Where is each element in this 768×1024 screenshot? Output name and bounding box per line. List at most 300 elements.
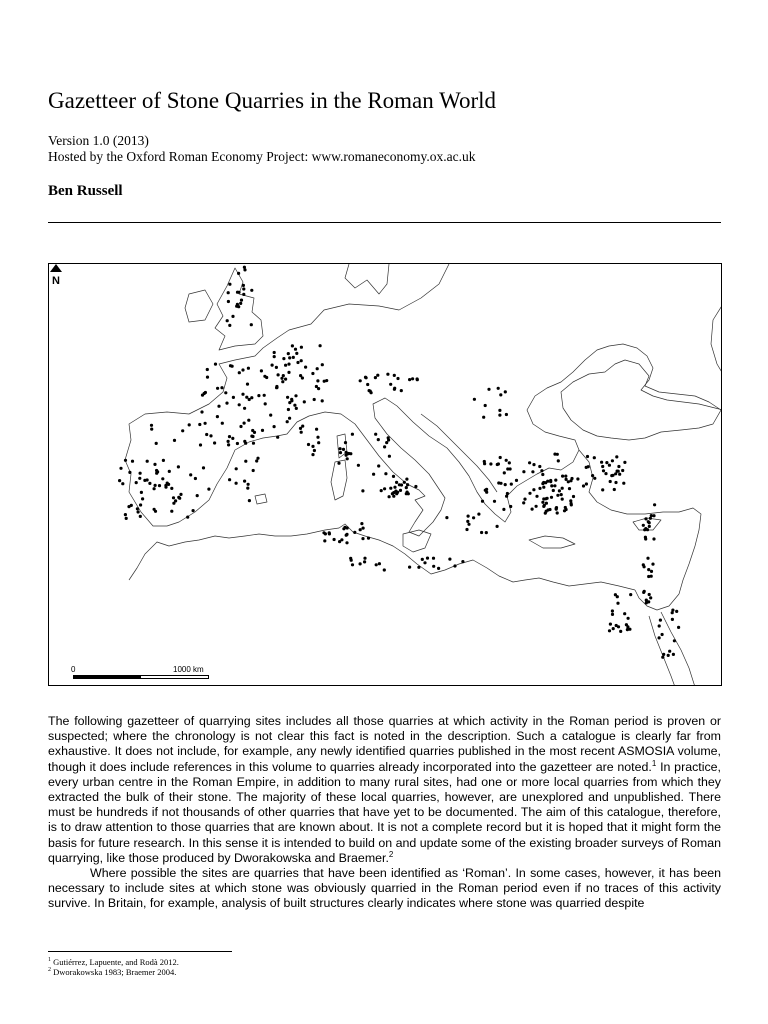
quarry-site-dot [303, 400, 306, 403]
paragraph-2: Where possible the sites are quarries that have been identified as ‘Roman’. In some cases, however, it has been necessary to include sites at which stone was obviously quarried in the Roman period even if no traces of this activity survive. In Britain, for example, analysis of built structures clearly indicates where stone was quarried despite [48, 866, 721, 911]
quarry-site-dot [552, 489, 555, 492]
quarry-site-dot [284, 364, 287, 367]
britain-coast [215, 268, 263, 350]
quarry-site-dot [659, 619, 662, 622]
quarry-site-dot [361, 537, 364, 540]
quarry-site-dot [650, 570, 653, 573]
quarry-site-dot [614, 481, 617, 484]
quarry-site-dot [554, 479, 557, 482]
quarry-site-dot [564, 475, 567, 478]
quarry-site-dot [541, 473, 544, 476]
quarry-site-dot [649, 596, 652, 599]
quarry-site-dot [448, 558, 451, 561]
quarry-site-dot [568, 487, 571, 490]
quarry-site-dot [392, 495, 395, 498]
quarry-site-dot [276, 436, 279, 439]
quarry-site-dot [269, 414, 272, 417]
north-arrow-icon [49, 264, 63, 286]
quarry-site-dot [139, 515, 142, 518]
quarry-site-dot [481, 500, 484, 503]
quarry-site-dot [535, 505, 538, 508]
quarry-site-dot [300, 359, 303, 362]
quarry-site-dot [231, 437, 234, 440]
quarry-site-dot [333, 538, 336, 541]
quarry-site-dot [287, 352, 290, 355]
quarry-site-dot [299, 374, 302, 377]
quarry-site-dot [528, 492, 531, 495]
quarry-site-dot [213, 441, 216, 444]
quarry-site-dot [177, 465, 180, 468]
quarry-site-dot [321, 363, 324, 366]
quarry-site-dot [405, 478, 408, 481]
quarry-site-dot [644, 536, 647, 539]
quarry-site-dot [616, 602, 619, 605]
quarry-site-dot [214, 363, 217, 366]
quarry-site-dot [295, 407, 298, 410]
quarry-site-dot [237, 272, 240, 275]
quarry-site-dot [252, 469, 255, 472]
quarry-site-dot [561, 498, 564, 501]
quarry-site-dot [658, 636, 661, 639]
quarry-site-dot [667, 654, 670, 657]
footnotes [48, 957, 179, 977]
quarry-site-dot [421, 558, 424, 561]
quarry-site-dot [677, 626, 680, 629]
quarry-site-dot [643, 590, 646, 593]
quarry-site-dot [522, 501, 525, 504]
levant-sinai-coast [635, 590, 679, 610]
quarry-site-dot [532, 463, 535, 466]
footnote-1: $^1$ Gutiérrez, Lapuente, and Rodà 2012. [48, 957, 179, 967]
quarry-site-dot [231, 315, 234, 318]
quarry-site-dot [202, 466, 205, 469]
quarry-site-dot [246, 487, 249, 490]
quarry-site-dot [395, 481, 398, 484]
quarry-site-dot [374, 376, 377, 379]
quarry-site-dot [426, 557, 429, 560]
quarry-site-dot [313, 449, 316, 452]
quarry-site-dot [648, 521, 651, 524]
quarry-site-dot [189, 473, 192, 476]
quarry-site-dot [363, 560, 366, 563]
quarry-site-dot [238, 403, 241, 406]
quarry-site-dot [542, 486, 545, 489]
quarry-site-dot [137, 510, 140, 513]
sardinia-coast [331, 460, 347, 500]
quarry-site-dot [121, 482, 124, 485]
quarry-site-dot [295, 352, 298, 355]
quarry-site-dot [671, 609, 674, 612]
quarry-site-dot [482, 416, 485, 419]
quarry-site-dot [293, 404, 296, 407]
quarry-site-dot [345, 534, 348, 537]
quarry-site-dot [286, 420, 289, 423]
quarry-site-dot [224, 391, 227, 394]
quarry-site-dot [408, 378, 411, 381]
quarry-site-dot [591, 474, 594, 477]
quarry-site-dot [610, 474, 613, 477]
footnote-2: $^2$ Dworakowska 1983; Braemer 2004. [48, 967, 177, 977]
quarry-site-dot [550, 484, 553, 487]
quarry-map [48, 263, 722, 686]
quarry-site-dot [239, 302, 242, 305]
quarry-site-dot [227, 300, 230, 303]
quarry-site-dot [504, 390, 507, 393]
quarry-site-dot [652, 537, 655, 540]
quarry-site-dot [432, 557, 435, 560]
quarry-site-dot [582, 484, 585, 487]
quarry-site-dot [323, 539, 326, 542]
quarry-site-dot [653, 503, 656, 506]
quarry-site-dot [263, 394, 266, 397]
page-title: Gazetteer of Stone Quarries in the Roman World [48, 88, 497, 113]
quarry-site-dot [662, 653, 665, 656]
quarry-site-dot [245, 396, 248, 399]
quarry-site-dot [228, 435, 231, 438]
footnote-ref-2: 2 [388, 849, 394, 859]
quarry-site-dot [437, 567, 440, 570]
quarry-site-dot [244, 442, 247, 445]
quarry-site-dot [173, 439, 176, 442]
header-divider [48, 222, 721, 223]
quarry-site-dot [227, 291, 230, 294]
quarry-site-dot [648, 525, 651, 528]
quarry-site-dot [604, 472, 607, 475]
quarry-site-dot [143, 479, 146, 482]
quarry-site-dot [608, 629, 611, 632]
quarry-site-dot [236, 291, 239, 294]
scandinavia-coast [345, 264, 389, 294]
quarry-site-dot [351, 433, 354, 436]
quarry-site-dot [565, 478, 568, 481]
quarry-site-dot [553, 484, 556, 487]
quarry-site-dot [124, 459, 127, 462]
quarry-site-dot [228, 324, 231, 327]
quarry-site-dot [648, 593, 651, 596]
quarry-site-dot [248, 499, 251, 502]
quarry-site-dot [393, 374, 396, 377]
red-sea-coast [661, 612, 695, 686]
quarry-site-dot [548, 508, 551, 511]
quarry-site-dot [661, 656, 664, 659]
quarry-site-dot [505, 413, 508, 416]
quarry-site-dot [264, 402, 267, 405]
quarry-site-dot [196, 494, 199, 497]
quarry-site-dot [485, 531, 488, 534]
quarry-site-dot [236, 442, 239, 445]
quarry-site-dot [389, 383, 392, 386]
quarry-site-dot [499, 393, 502, 396]
quarry-site-dot [248, 398, 251, 401]
paragraph-1-part-a: The following gazetteer of quarrying sites includes all those quarries at which activity in the Roman period is proven or suspected; where the chronology is not clear this fact is noted in the description. Such a catalogue is clearly far from exhaustive. It does not include, for example, any newly identified quarries published in the most recent ASMOSIA volume, though it does include references in this volume to quarries already incorporated into the gazetteer are noted. [48, 714, 721, 774]
quarry-site-dot [342, 527, 345, 530]
quarry-site-dot [672, 653, 675, 656]
quarry-site-dot [242, 284, 245, 287]
quarry-site-dot [374, 433, 377, 436]
quarry-site-dot [621, 469, 624, 472]
quarry-site-dot [172, 496, 175, 499]
quarry-site-dot [161, 477, 164, 480]
quarry-site-dot [325, 379, 328, 382]
quarry-site-dot [416, 377, 419, 380]
quarry-site-dot [154, 510, 157, 513]
quarry-site-dot [345, 541, 348, 544]
quarry-site-dot [643, 528, 646, 531]
quarry-site-dot [150, 428, 153, 431]
quarry-site-dot [556, 494, 559, 497]
quarry-site-dot [138, 477, 141, 480]
quarry-site-dot [243, 422, 246, 425]
quarry-site-dot [650, 514, 653, 517]
quarry-site-dot [622, 482, 625, 485]
quarry-site-dot [576, 477, 579, 480]
quarry-site-dot [367, 537, 370, 540]
quarry-site-dot [153, 487, 156, 490]
quarry-site-dot [177, 496, 180, 499]
quarry-site-dot [498, 414, 501, 417]
quarry-site-dot [383, 568, 386, 571]
quarry-site-dot [156, 470, 159, 473]
quarry-site-dot [337, 462, 340, 465]
quarry-site-dot [372, 473, 375, 476]
quarry-site-dot [170, 510, 173, 513]
quarry-site-dot [247, 419, 250, 422]
quarry-site-dot [311, 453, 314, 456]
quarry-site-dot [473, 398, 476, 401]
quarry-site-dot [570, 477, 573, 480]
quarry-site-dot [207, 488, 210, 491]
quarry-site-dot [204, 422, 207, 425]
balearic-coast [255, 494, 267, 504]
quarry-site-dot [585, 466, 588, 469]
quarry-site-dot [623, 612, 626, 615]
quarry-site-dot [392, 475, 395, 478]
quarry-site-dot [567, 480, 570, 483]
quarry-site-dot [136, 507, 139, 510]
crete-coast [529, 536, 575, 548]
quarry-site-dot [181, 429, 184, 432]
quarry-site-dot [280, 377, 283, 380]
quarry-site-dot [252, 442, 255, 445]
quarry-site-dot [406, 491, 409, 494]
quarry-site-dot [346, 457, 349, 460]
quarry-site-dot [651, 563, 654, 566]
quarry-site-dot [363, 557, 366, 560]
quarry-site-dot [275, 366, 278, 369]
quarry-site-dot [498, 409, 501, 412]
quarry-site-dot [242, 287, 245, 290]
quarry-site-dot [260, 369, 263, 372]
quarry-site-dot [317, 387, 320, 390]
quarry-site-dot [600, 461, 603, 464]
quarry-site-dot [250, 435, 253, 438]
quarry-site-dot [242, 293, 245, 296]
quarry-site-dot [608, 464, 611, 467]
quarry-site-dot [650, 575, 653, 578]
paragraph-1-part-b: In practice, every urban centre in the Roman Empire, in addition to many rural sites, had one or more local quarries from which they extracted the bulk of their stone. The majority of these local quarries, however, are unexplored and unpublished. There must be hundreds if not thousands of other quarries that have yet to be documented. The aim of this catalogue, therefore, is to draw attention to those quarries that are known about. It is not a complete record but it is hoped that it might form the basis for future research. In this sense it is intended to build on and update some of the existing broader surveys of Roman quarrying, like those produced by Dworakowska and Braemer. [48, 759, 722, 865]
quarry-site-dot [611, 459, 614, 462]
quarry-site-dot [154, 484, 157, 487]
scale-bar [73, 675, 209, 679]
quarry-site-dot [277, 373, 280, 376]
quarry-site-dot [545, 502, 548, 505]
quarry-site-dot [400, 389, 403, 392]
quarry-site-dot [538, 465, 541, 468]
quarry-site-dot [467, 523, 470, 526]
quarry-site-dot [275, 385, 278, 388]
quarry-site-dot [164, 486, 167, 489]
quarry-site-dot [646, 557, 649, 560]
quarry-site-dot [601, 465, 604, 468]
quarry-site-dot [316, 436, 319, 439]
quarry-site-dot [128, 471, 131, 474]
quarry-site-dot [613, 488, 616, 491]
quarry-site-dot [625, 623, 628, 626]
quarry-site-dot [472, 516, 475, 519]
quarry-site-dot [127, 505, 130, 508]
quarry-site-dot [328, 531, 331, 534]
quarry-site-dot [544, 481, 547, 484]
mediterranean-coastline-map [49, 264, 722, 686]
quarry-site-dot [316, 379, 319, 382]
quarry-site-dot [509, 505, 512, 508]
quarry-site-dot [199, 443, 202, 446]
quarry-site-dot [467, 515, 470, 518]
quarry-site-dot [406, 483, 409, 486]
anatolia-levant-coast [579, 450, 701, 594]
quarry-site-dot [228, 478, 231, 481]
quarry-site-dot [593, 456, 596, 459]
quarry-site-dot [483, 460, 486, 463]
quarry-site-dot [505, 459, 508, 462]
black-sea-coast [561, 360, 721, 440]
quarry-site-dot [614, 472, 617, 475]
quarry-site-dot [290, 398, 293, 401]
quarry-site-dot [150, 424, 153, 427]
quarry-site-dot [629, 593, 632, 596]
quarry-site-dot [291, 344, 294, 347]
quarry-site-dot [146, 460, 149, 463]
quarry-site-dot [311, 372, 314, 375]
quarry-site-dot [349, 557, 352, 560]
quarry-site-dot [256, 457, 259, 460]
quarry-site-dot [503, 471, 506, 474]
quarry-site-dot [221, 422, 224, 425]
quarry-site-dot [388, 495, 391, 498]
quarry-site-dot [200, 410, 203, 413]
quarry-site-dot [216, 415, 219, 418]
quarry-site-dot [319, 344, 322, 347]
quarry-site-dot [493, 500, 496, 503]
quarry-site-dot [250, 289, 253, 292]
quarry-site-dot [376, 374, 379, 377]
quarry-site-dot [432, 565, 435, 568]
quarry-site-dot [528, 461, 531, 464]
quarry-site-dot [179, 493, 182, 496]
quarry-site-dot [393, 388, 396, 391]
quarry-site-dot [642, 524, 645, 527]
quarry-site-dot [198, 423, 201, 426]
quarry-site-dot [399, 489, 402, 492]
quarry-site-dot [241, 368, 244, 371]
quarry-site-dot [609, 480, 612, 483]
quarry-site-dot [174, 499, 177, 502]
quarry-site-dot [307, 443, 310, 446]
quarry-site-dot [617, 625, 620, 628]
quarry-site-dot [238, 371, 241, 374]
quarry-site-dot [675, 610, 678, 613]
north-africa-coast [129, 524, 635, 590]
quarry-site-dot [243, 480, 246, 483]
quarry-site-dot [646, 528, 649, 531]
quarry-site-dot [508, 461, 511, 464]
quarry-site-dot [505, 495, 508, 498]
quarry-site-dot [647, 600, 650, 603]
europe-coast [125, 264, 722, 536]
quarry-site-dot [497, 387, 500, 390]
quarry-site-dot [375, 563, 378, 566]
quarry-site-dot [294, 394, 297, 397]
quarry-site-dot [235, 305, 238, 308]
quarry-site-dot [550, 496, 553, 499]
quarry-site-dot [139, 503, 142, 506]
quarry-site-dot [294, 348, 297, 351]
quarry-site-dot [225, 402, 228, 405]
quarry-site-dot [506, 467, 509, 470]
quarry-site-dot [317, 441, 320, 444]
quarry-site-dot [560, 493, 563, 496]
quarry-site-dot [487, 388, 490, 391]
quarry-site-dot [617, 465, 620, 468]
quarry-site-dot [131, 460, 134, 463]
quarry-site-dot [231, 365, 234, 368]
quarry-site-dot [155, 442, 158, 445]
quarry-site-dot [661, 633, 664, 636]
quarry-site-dot [642, 563, 645, 566]
quarry-site-dot [235, 467, 238, 470]
quarry-site-dot [408, 566, 411, 569]
quarry-site-dot [477, 513, 480, 516]
quarry-site-dot [296, 361, 299, 364]
quarry-site-dot [340, 538, 343, 541]
quarry-site-dot [453, 564, 456, 567]
quarry-site-dot [365, 376, 368, 379]
quarry-site-dot [339, 447, 342, 450]
quarry-site-dot [561, 475, 564, 478]
quarry-site-dot [339, 451, 342, 454]
quarry-site-dot [281, 380, 284, 383]
quarry-site-dot [585, 482, 588, 485]
quarry-site-dot [205, 433, 208, 436]
quarry-site-dot [558, 489, 561, 492]
quarry-site-dot [273, 355, 276, 358]
quarry-site-dot [243, 407, 246, 410]
quarry-site-dot [366, 383, 369, 386]
quarry-site-dot [206, 376, 209, 379]
quarry-site-dot [287, 371, 290, 374]
quarry-site-dot [556, 511, 559, 514]
quarry-site-dot [489, 462, 492, 465]
caspian-coast [711, 304, 722, 374]
quarry-site-dot [359, 528, 362, 531]
scale-label-end: 1000 km [173, 665, 204, 674]
quarry-site-dot [359, 379, 362, 382]
quarry-site-dot [618, 473, 621, 476]
quarry-site-dot [311, 445, 314, 448]
quarry-site-dot [361, 489, 364, 492]
version-line: Version 1.0 (2013) [48, 133, 149, 148]
quarry-site-dot [342, 448, 345, 451]
